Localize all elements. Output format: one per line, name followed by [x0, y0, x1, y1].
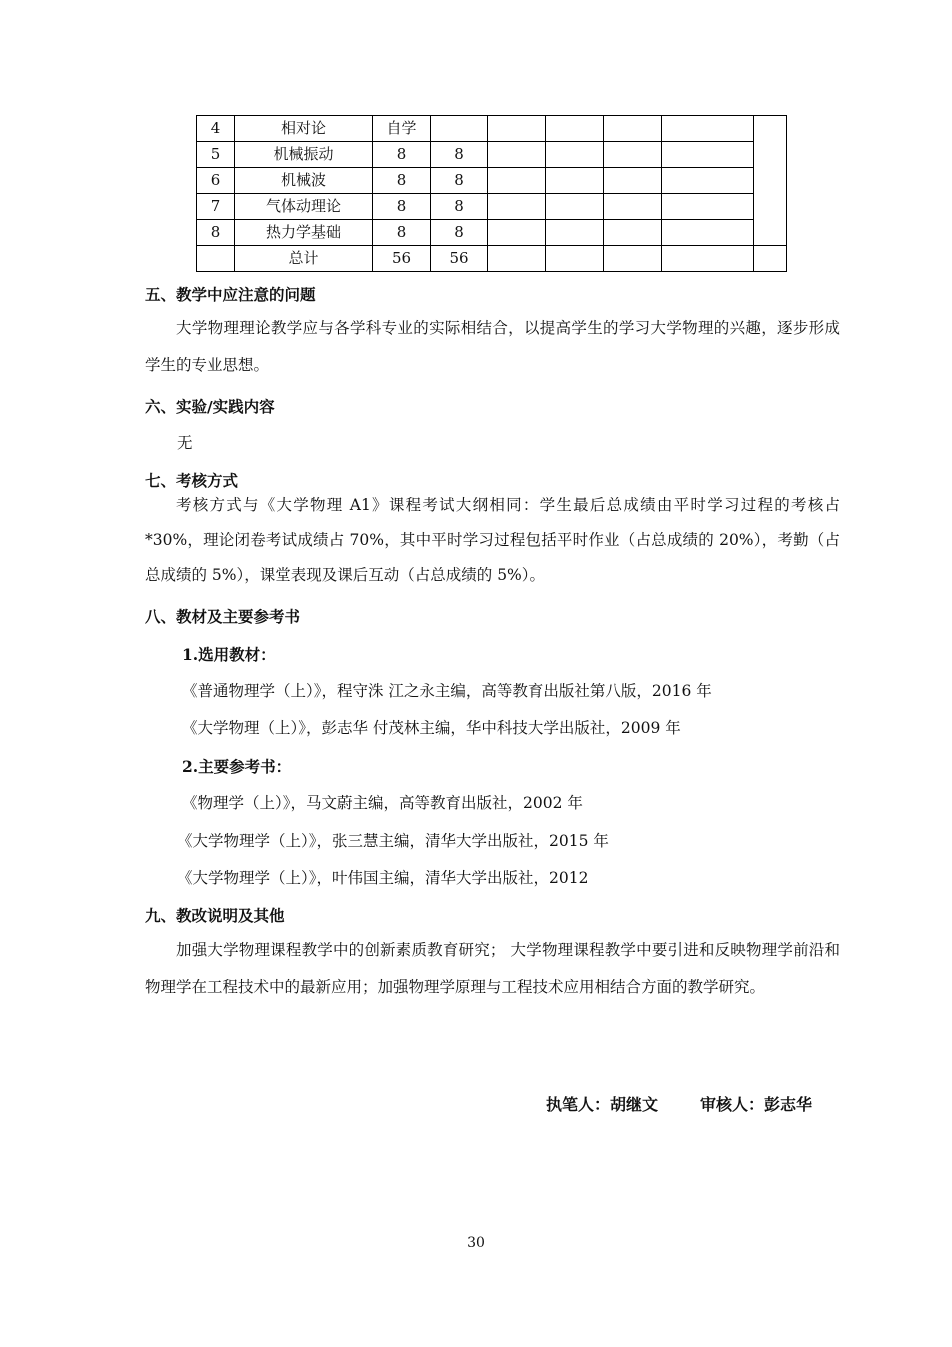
author-signature: 执笔人：胡继文: [546, 1095, 659, 1114]
table-cell: 8: [431, 194, 488, 220]
table-cell: [488, 220, 546, 246]
table-cell: [604, 220, 662, 246]
table-cell: [604, 246, 662, 272]
reference-item: 《物理学（上）》，马文蔚主编，高等教育出版社，2002 年: [182, 794, 583, 812]
section-heading-assessment: 七、考核方式: [145, 472, 239, 490]
reviewer-signature: 审核人：彭志华: [700, 1095, 813, 1114]
table-cell: 8: [431, 168, 488, 194]
table-cell: 总计: [235, 246, 373, 272]
section-heading-textbooks: 八、教材及主要参考书: [145, 608, 301, 626]
table-cell: [604, 168, 662, 194]
table-cell: [431, 116, 488, 142]
table-cell: 热力学基础: [235, 220, 373, 246]
table-cell: 5: [197, 142, 235, 168]
table-row: [197, 142, 787, 168]
table-cell: [546, 246, 604, 272]
table-cell: [604, 194, 662, 220]
table-cell: [754, 246, 787, 272]
table-row: [197, 194, 787, 220]
table-cell: 相对论: [235, 116, 373, 142]
table-cell: [662, 142, 754, 168]
table-row: [197, 168, 787, 194]
table-cell: 56: [431, 246, 488, 272]
table-cell: 8: [373, 194, 431, 220]
reference-item: 《大学物理学（上）》，张三慧主编，清华大学出版社，2015 年: [177, 832, 609, 850]
table-cell: 7: [197, 194, 235, 220]
table-cell: [546, 194, 604, 220]
course-hours-table: [196, 115, 787, 272]
section-text-assessment: 考核方式与《大学物理 A1》课程考试大纲相同：学生最后总成绩由平时学习过程的考核占*30%，理论闭卷考试成绩占 70%，其中平时学习过程包括平时作业（占总成绩的 20%），考勤（占总成绩的 5%），课堂表现及课后互动（占总成绩的 5%）。: [145, 496, 840, 584]
table-cell: [488, 246, 546, 272]
table-cell: 机械波: [235, 168, 373, 194]
section-text-experiment: 无: [177, 434, 193, 452]
table-cell: 自学: [373, 116, 431, 142]
table-cell: [662, 220, 754, 246]
section-heading-experiment: 六、实验/实践内容: [145, 398, 275, 416]
table-cell: 8: [431, 220, 488, 246]
table-cell: 机械振动: [235, 142, 373, 168]
table-cell: 6: [197, 168, 235, 194]
table-cell: [662, 194, 754, 220]
table-cell: 8: [197, 220, 235, 246]
table-cell: [662, 246, 754, 272]
table-cell-merged: [754, 116, 787, 246]
page-number: 30: [467, 1235, 485, 1251]
textbook-label: 1.选用教材：: [182, 645, 276, 664]
reference-label: 2.主要参考书：: [182, 757, 292, 776]
table-cell: [604, 116, 662, 142]
table-cell: 8: [431, 142, 488, 168]
table-cell: [546, 168, 604, 194]
table-cell: 8: [373, 220, 431, 246]
table-cell: 气体动理论: [235, 194, 373, 220]
table-cell: 8: [373, 142, 431, 168]
table-cell: 4: [197, 116, 235, 142]
table-cell: [488, 142, 546, 168]
table-cell: 8: [373, 168, 431, 194]
table-cell: [488, 168, 546, 194]
textbook-item: 《普通物理学（上）》，程守洙 江之永主编，高等教育出版社第八版，2016 年: [182, 682, 712, 700]
table-cell: [604, 142, 662, 168]
table-cell: [546, 116, 604, 142]
section-heading-teaching-notes: 五、教学中应注意的问题: [145, 286, 316, 304]
table-cell: [662, 168, 754, 194]
table-cell: [197, 246, 235, 272]
section-heading-reform: 九、教改说明及其他: [145, 907, 285, 925]
textbook-item: 《大学物理（上）》，彭志华 付茂林主编，华中科技大学出版社，2009 年: [182, 719, 681, 737]
table-row: [197, 116, 787, 142]
table-cell: [662, 116, 754, 142]
table-cell: [488, 116, 546, 142]
section-text-reform: 加强大学物理课程教学中的创新素质教育研究； 大学物理课程教学中要引进和反映物理学前沿和物理学在工程技术中的最新应用；加强物理学原理与工程技术应用相结合方面的教学研究。: [145, 941, 840, 996]
table-cell: [546, 220, 604, 246]
section-text-teaching-notes: 大学物理理论教学应与各学科专业的实际相结合，以提高学生的学习大学物理的兴趣，逐步形成学生的专业思想。: [145, 319, 840, 374]
table-cell: 56: [373, 246, 431, 272]
reference-item: 《大学物理学（上）》，叶伟国主编，清华大学出版社，2012: [177, 869, 589, 887]
table-cell: [546, 142, 604, 168]
table-row: [197, 220, 787, 246]
table-total-row: [197, 246, 787, 272]
table-cell: [488, 194, 546, 220]
